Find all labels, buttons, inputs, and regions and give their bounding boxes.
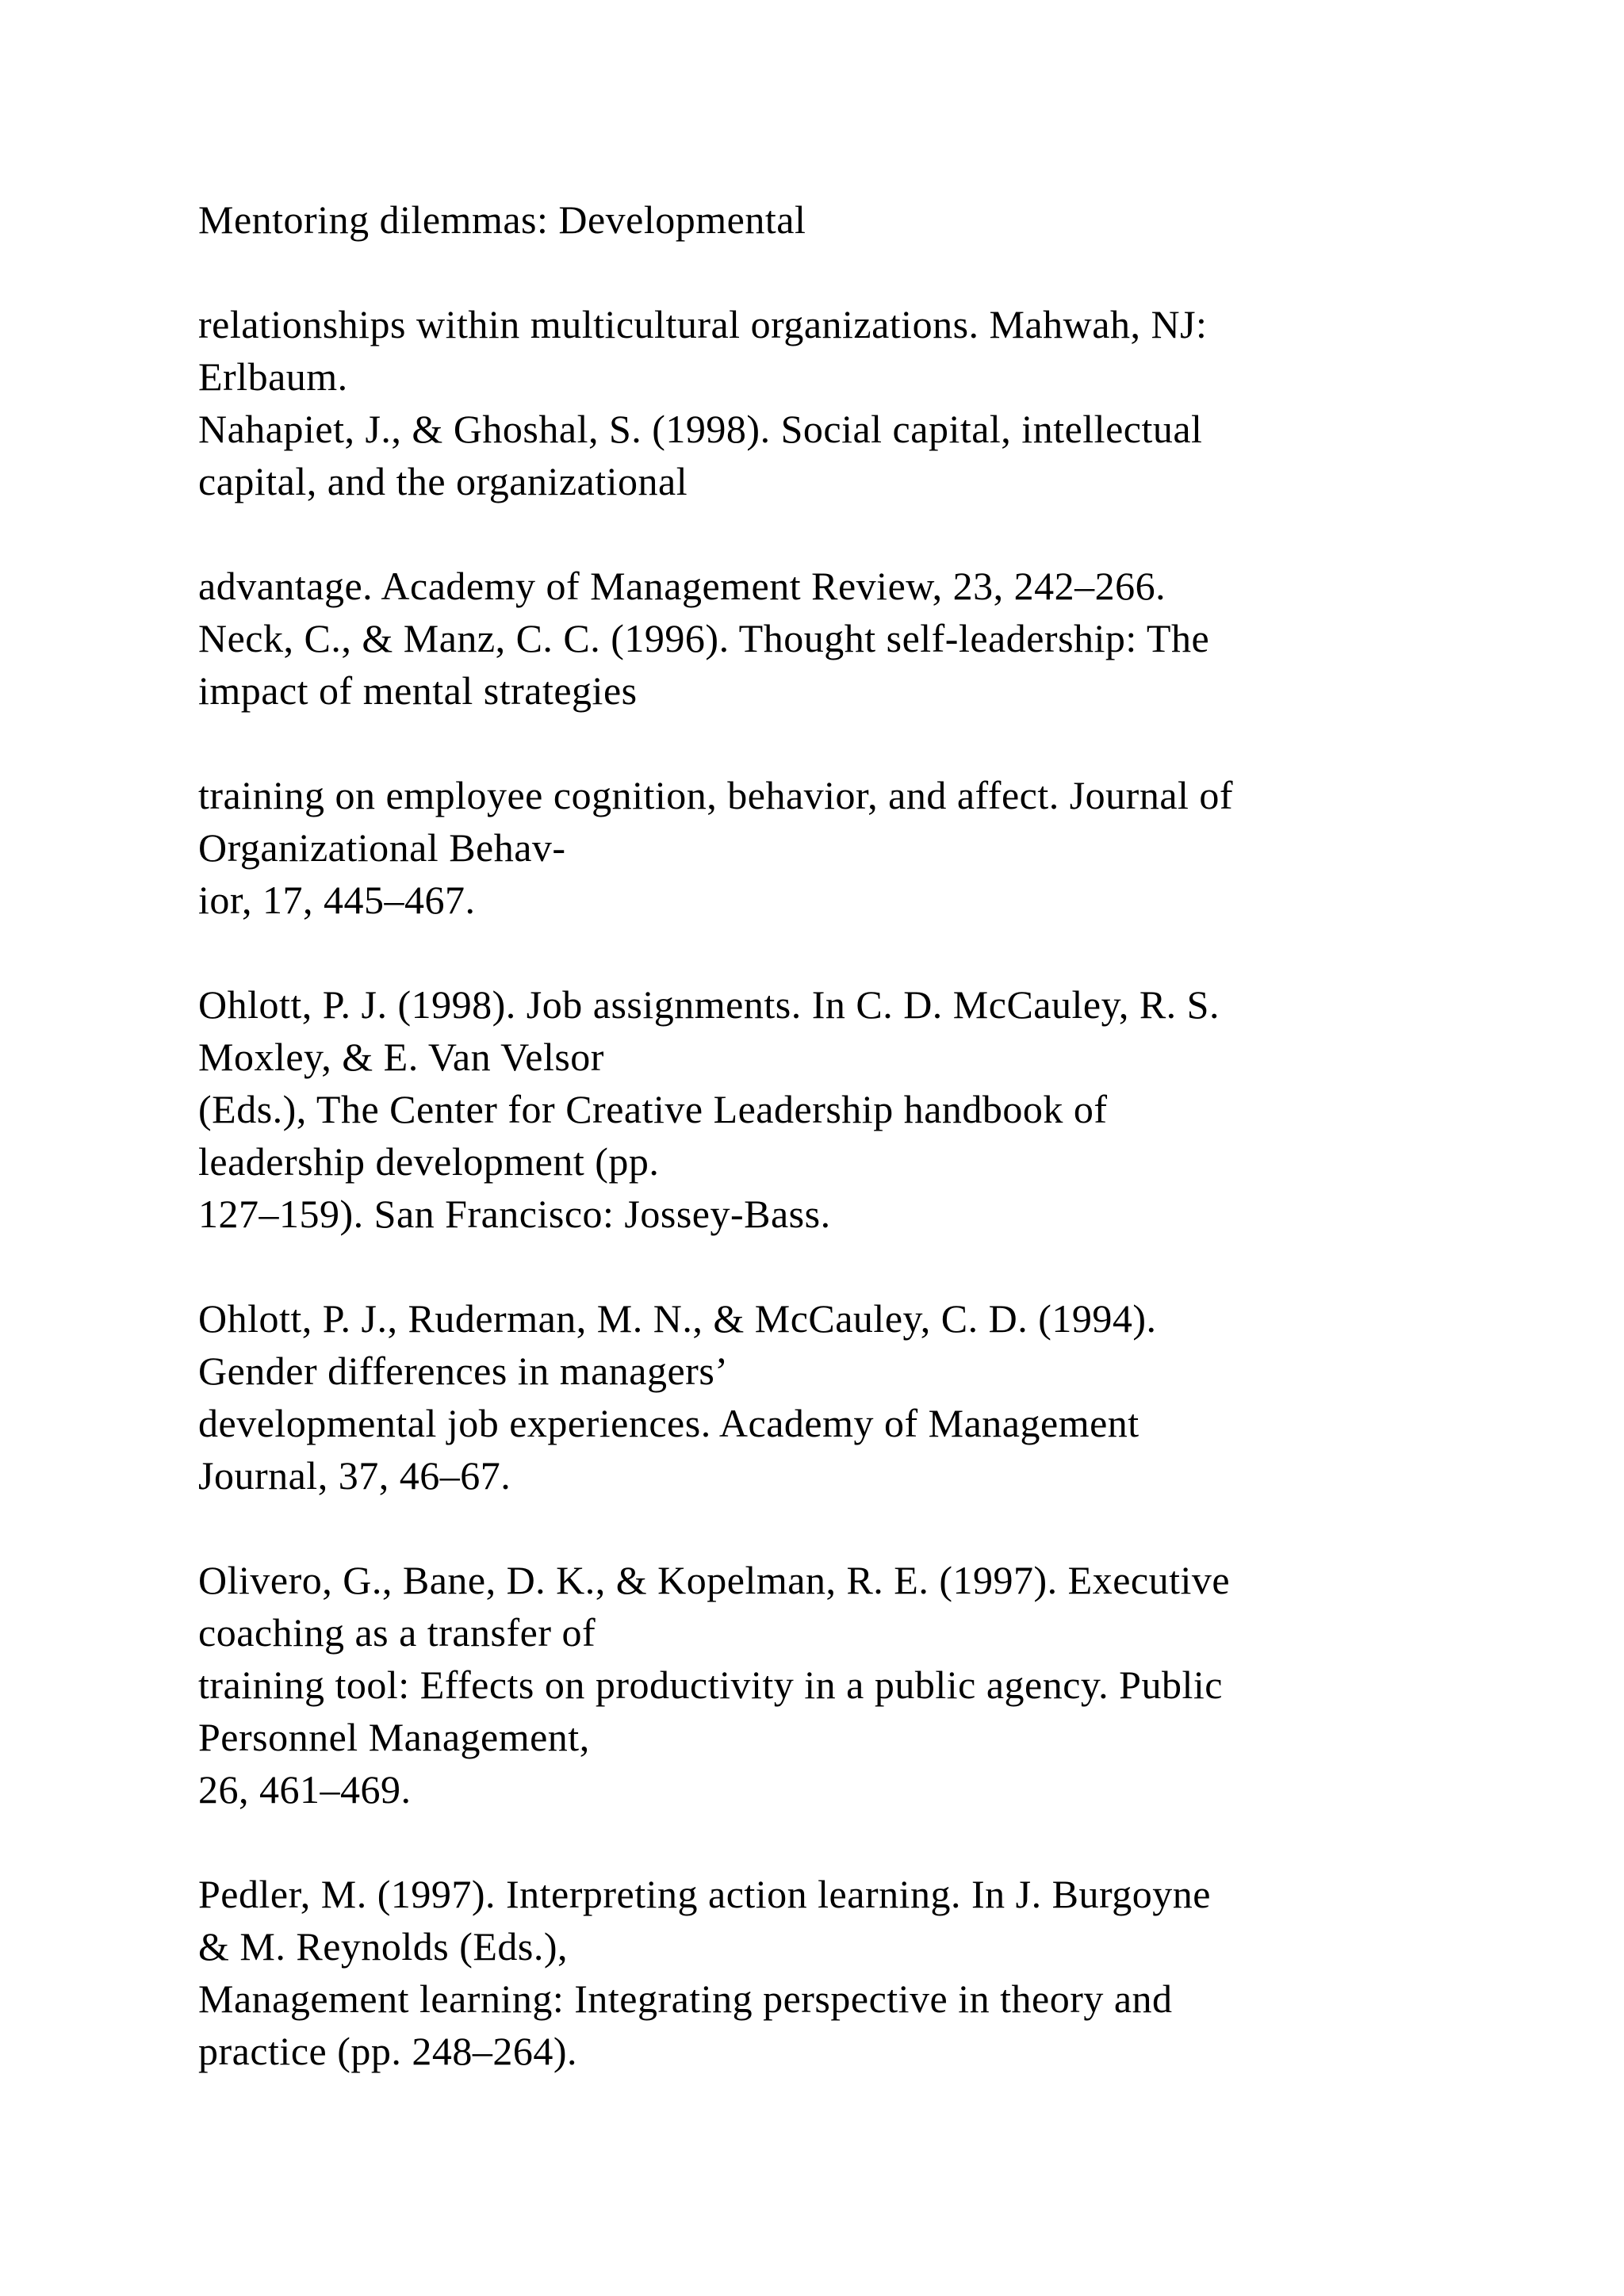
text-line: Organizational Behav- [198, 825, 566, 870]
text-line: Ohlott, P. J., Ruderman, M. N., & McCauley, C. D. (1994). [198, 1296, 1157, 1341]
text-line: capital, and the organizational [198, 459, 688, 503]
text-line: Olivero, G., Bane, D. K., & Kopelman, R. E. (1997). Executive [198, 1558, 1231, 1602]
text-line: Mentoring dilemmas: Developmental [198, 197, 806, 242]
text-line: Management learning: Integrating perspective in theory and [198, 1976, 1173, 2021]
blank-line [198, 1816, 1546, 1868]
document-page [198, 193, 1546, 2077]
text-line: leadership development (pp. [198, 1139, 660, 1184]
text-line: coaching as a transfer of [198, 1610, 596, 1655]
text-line: training tool: Effects on productivity in a public agency. Public [198, 1663, 1223, 1707]
text-line: Nahapiet, J., & Ghoshal, S. (1998). Social capital, intellectual [198, 407, 1203, 451]
blank-line [198, 246, 1546, 298]
text-line: impact of mental strategies [198, 668, 638, 713]
text-line: 26, 461–469. [198, 1767, 412, 1812]
blank-line [198, 1502, 1546, 1554]
text-line: ior, 17, 445–467. [198, 878, 476, 922]
text-line: Moxley, & E. Van Velsor [198, 1035, 604, 1079]
text-line: developmental job experiences. Academy of Management [198, 1401, 1139, 1445]
text-line: Ohlott, P. J. (1998). Job assignments. In C. D. McCauley, R. S. [198, 982, 1220, 1027]
text-line: & M. Reynolds (Eds.), [198, 1924, 569, 1969]
text-line: (Eds.), The Center for Creative Leadership handbook of [198, 1087, 1108, 1131]
text-line: relationships within multicultural organizations. Mahwah, NJ: [198, 302, 1208, 346]
text-line: training on employee cognition, behavior, and affect. Journal of [198, 773, 1234, 817]
text-line: Erlbaum. [198, 354, 348, 399]
text-line: practice (pp. 248–264). [198, 2029, 578, 2073]
text-line: Personnel Management, [198, 1715, 590, 1759]
blank-line [198, 1240, 1546, 1292]
text-line: Neck, C., & Manz, C. C. (1996). Thought self-leadership: The [198, 616, 1210, 660]
blank-line [198, 507, 1546, 560]
text-line: advantage. Academy of Management Review, 23, 242–266. [198, 564, 1166, 608]
text-line: Gender differences in managers’ [198, 1349, 729, 1393]
text-line: Pedler, M. (1997). Interpreting action learning. In J. Burgoyne [198, 1872, 1211, 1916]
text-line: Journal, 37, 46–67. [198, 1453, 511, 1498]
blank-line [198, 717, 1546, 769]
blank-line [198, 926, 1546, 978]
text-line: 127–159). San Francisco: Jossey-Bass. [198, 1192, 831, 1236]
